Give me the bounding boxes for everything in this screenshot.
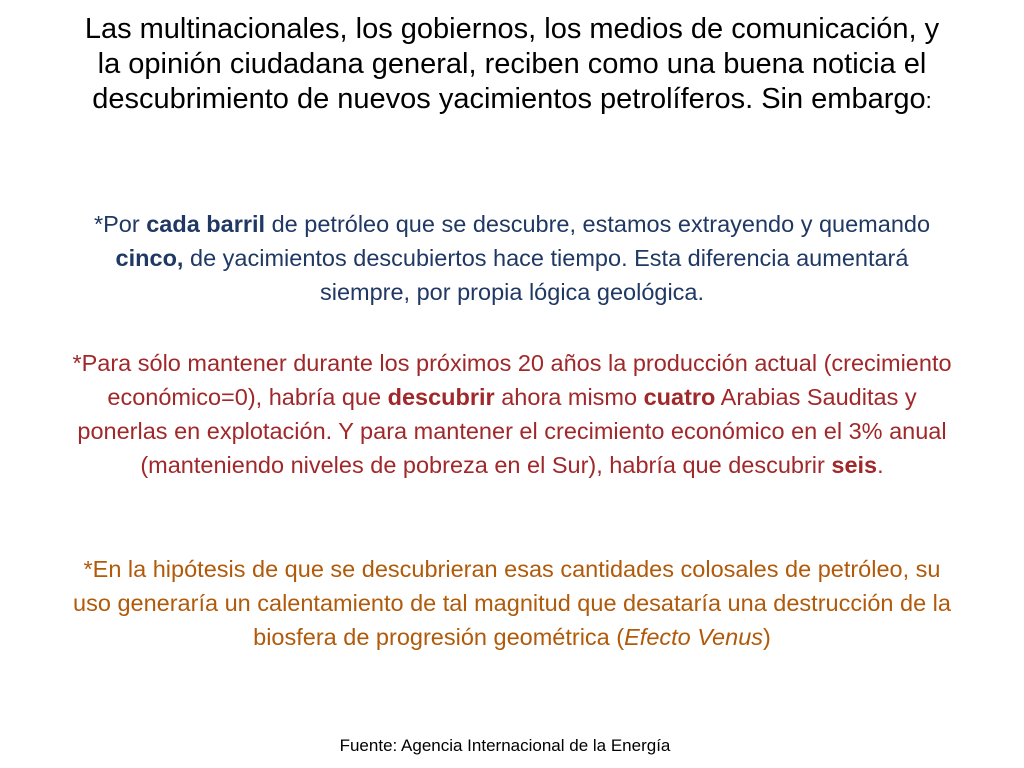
point-1-text: *Por	[93, 211, 147, 237]
point-2-text: .	[877, 452, 884, 478]
point-1-text: de petróleo que se descubre, estamos extrayendo y quemando	[265, 211, 931, 237]
point-2-emphasis: descubrir	[387, 384, 495, 410]
point-2-text: Arabias Sauditas y ponerlas en explotación. Y para mantener el crecimiento económico en el 3% anual (manteniendo niveles de pobreza en el Sur), habría que descubrir	[77, 384, 947, 478]
point-barrel-ratio	[70, 207, 954, 309]
point-saudi-arabias	[70, 346, 954, 482]
point-3-italic: Efecto Venus	[624, 624, 764, 650]
point-3-text: )	[763, 624, 771, 650]
intro-colon: :	[925, 88, 932, 113]
point-2-emphasis: seis	[831, 452, 878, 478]
point-2-emphasis: cuatro	[643, 384, 716, 410]
point-1-text: de yacimientos descubiertos hace tiempo. Esta diferencia aumentará siempre, por propia lógica geológica.	[183, 245, 909, 305]
intro-text: Las multinacionales, los gobiernos, los medios de comunicación, y la opinión ciudadana general, reciben como una buena noticia el descubrimiento de nuevos yacimientos petrolíferos. Sin embargo	[84, 13, 940, 115]
point-2-text: *Para sólo mantener durante los próximos 20 años la producción actual (crecimiento económico=0), habría que	[72, 350, 952, 410]
point-3-text: *En la hipótesis de que se descubrieran esas cantidades colosales de petróleo, su uso generaría un calentamiento de tal magnitud que desataría una destrucción de la biosfera de progresión geométrica (	[73, 556, 951, 650]
point-1-emphasis: cinco,	[115, 245, 184, 271]
intro-paragraph	[70, 12, 954, 118]
point-1-emphasis: cada barril	[146, 211, 266, 237]
point-2-text: ahora mismo	[494, 384, 644, 410]
source-citation: Fuente: Agencia Internacional de la Energía	[339, 736, 671, 755]
point-venus-effect	[70, 552, 954, 654]
